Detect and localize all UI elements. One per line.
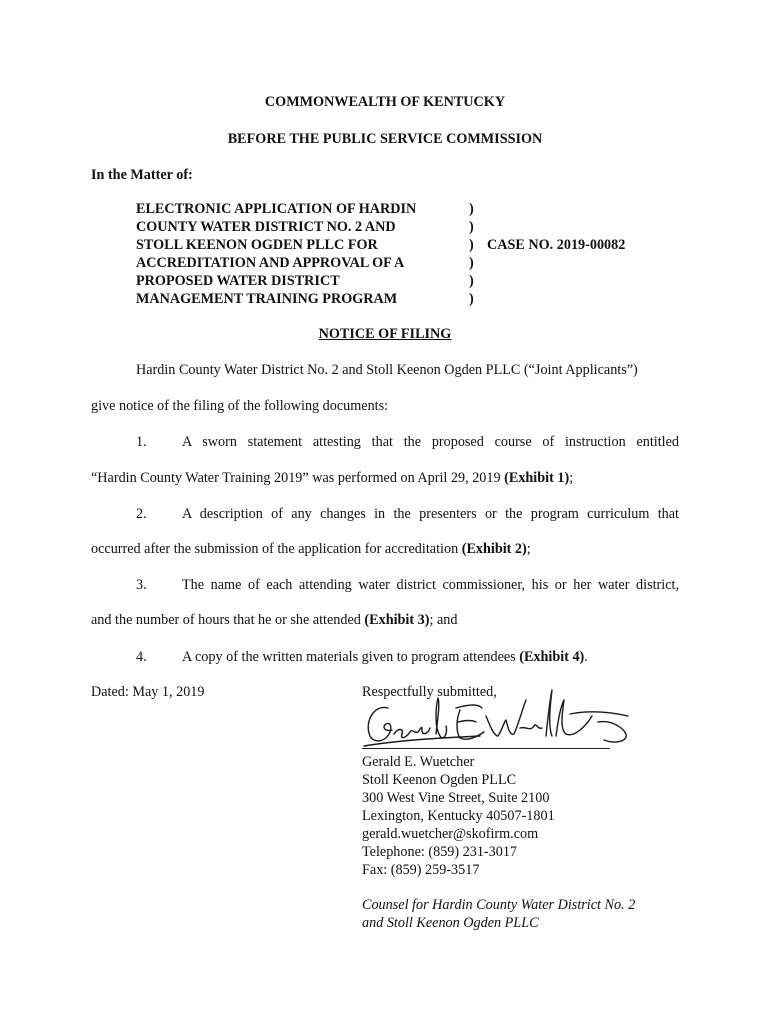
dated-line: Dated: May 1, 2019 [91, 684, 205, 700]
intro-line-1: Hardin County Water District No. 2 and Stoll Keenon Ogden PLLC (“Joint Applicants”) [136, 362, 638, 378]
firm-name: Stoll Keenon Ogden PLLC [362, 772, 517, 788]
caption-paren: ) [469, 255, 474, 271]
item-continuation [91, 612, 457, 629]
item-tail: ; and [429, 612, 458, 628]
item-text: A sworn statement attesting that the proposed course of instruction entitled [182, 434, 679, 450]
counsel-line-1: Counsel for Hardin County Water District No. 2 [362, 897, 636, 913]
item-number: 1. [136, 434, 147, 450]
street-address: 300 West Vine Street, Suite 2100 [362, 790, 550, 806]
item-text: and the number of hours that he or she attended [91, 612, 365, 628]
item-text: “Hardin County Water Training 2019” was performed on April 29, 2019 [91, 470, 505, 486]
attorney-name: Gerald E. Wuetcher [362, 754, 475, 770]
intro-line-2: give notice of the filing of the following documents: [91, 398, 389, 414]
email-address: gerald.wuetcher@skofirm.com [362, 826, 539, 842]
item-continuation [91, 470, 573, 487]
handwritten-signature [360, 686, 635, 756]
item-tail: . [584, 649, 588, 665]
telephone: Telephone: (859) 231-3017 [362, 844, 518, 860]
caption-line: STOLL KEENON OGDEN PLLC FOR [136, 237, 378, 253]
matter-label: In the Matter of: [91, 167, 193, 183]
caption-line: PROPOSED WATER DISTRICT [136, 273, 340, 289]
exhibit-reference: (Exhibit 2) [461, 541, 527, 557]
header-commission: BEFORE THE PUBLIC SERVICE COMMISSION [227, 131, 543, 147]
counsel-line-2: and Stoll Keenon Ogden PLLC [362, 915, 539, 931]
header-commonwealth: COMMONWEALTH OF KENTUCKY [264, 94, 506, 110]
caption-line: ELECTRONIC APPLICATION OF HARDIN [136, 201, 417, 217]
caption-paren: ) [469, 237, 474, 253]
fax: Fax: (859) 259-3517 [362, 862, 480, 878]
item-tail: ; [569, 470, 574, 486]
exhibit-reference: (Exhibit 1) [504, 470, 570, 486]
item-tail: ; [526, 541, 531, 557]
item-number: 2. [136, 506, 147, 522]
caption-paren: ) [469, 273, 474, 289]
city-state-zip: Lexington, Kentucky 40507-1801 [362, 808, 555, 824]
notice-title: NOTICE OF FILING [318, 326, 452, 342]
closing-line: Respectfully submitted, [362, 684, 497, 700]
case-number: CASE NO. 2019-00082 [487, 237, 626, 253]
item-continuation [182, 649, 588, 666]
item-number: 3. [136, 577, 147, 593]
item-continuation [91, 541, 531, 558]
exhibit-reference: (Exhibit 4) [519, 649, 585, 665]
caption-paren: ) [469, 219, 474, 235]
item-text: The name of each attending water district commissioner, his or her water district, [182, 577, 679, 593]
item-text: A description of any changes in the presenters or the program curriculum that [182, 506, 679, 522]
caption-line: ACCREDITATION AND APPROVAL OF A [136, 255, 405, 271]
exhibit-reference: (Exhibit 3) [364, 612, 430, 628]
item-text: occurred after the submission of the application for accreditation [91, 541, 462, 557]
caption-paren: ) [469, 291, 474, 307]
caption-line: MANAGEMENT TRAINING PROGRAM [136, 291, 398, 307]
signature-line [362, 748, 610, 749]
item-text: A copy of the written materials given to program attendees [182, 649, 520, 665]
caption-paren: ) [469, 201, 474, 217]
caption-line: COUNTY WATER DISTRICT NO. 2 AND [136, 219, 396, 235]
item-number: 4. [136, 649, 147, 665]
